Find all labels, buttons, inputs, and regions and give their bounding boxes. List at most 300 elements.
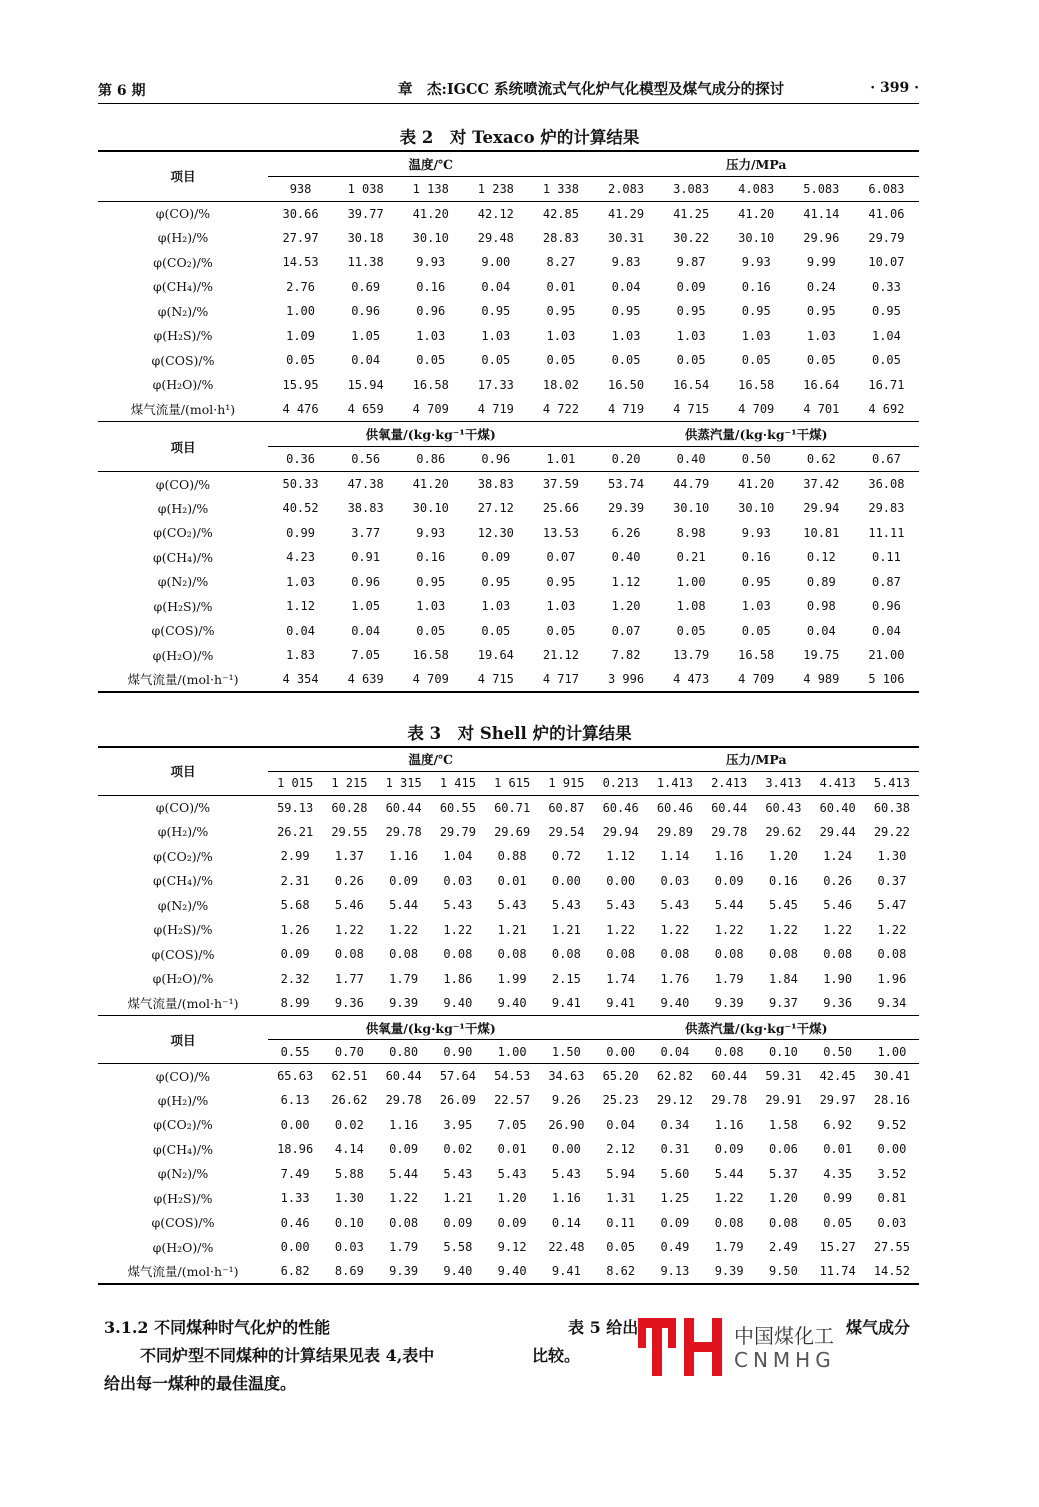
table-cell: 1.12 [611,574,641,589]
row-label: φ(N₂)/% [157,574,209,590]
row-label: φ(CO)/% [155,800,211,815]
table-cell: 1.16 [389,1117,419,1132]
table-cell: 4 709 [412,402,449,416]
row-label: 煤气流量/(mol·h¹) [130,402,236,417]
table-cell: 11.74 [811,1260,865,1285]
row-label: φ(H₂S)/% [153,1190,213,1206]
table-cell: 0.95 [546,574,576,589]
group-header-right: 供蒸汽量/(kg·kg⁻¹干煤) [594,1016,920,1040]
table-cell: 42.85 [542,206,579,221]
table-cell: 0.95 [481,574,511,589]
table-cell: 21.00 [868,648,905,663]
issue-number: 第 6 期 [98,83,146,99]
table-cell: 29.78 [385,824,422,839]
table-cell: 9.40 [485,1260,539,1285]
table-cell: 17.33 [477,377,514,392]
table-cell: 4.14 [334,1142,364,1157]
column-header: 0.50 [724,447,789,472]
table-cell: 9.99 [806,255,836,270]
table-cell: 1.20 [611,599,641,614]
table-cell: 0.07 [546,550,576,565]
table-cell: 9.39 [702,1260,756,1285]
table-cell: 0.16 [416,550,446,565]
table-cell: 0.05 [606,1240,636,1255]
table-cell: 41.29 [607,206,645,221]
table-row [98,348,919,373]
table-cell: 29.39 [607,501,645,516]
table-cell: 7.05 [497,1117,527,1132]
table-cell: 0.02 [443,1142,473,1157]
row-label: φ(CH₄)/% [152,549,214,565]
table-cell: 0.05 [676,623,706,638]
table-cell: 9.93 [416,255,446,270]
column-header: 0.80 [377,1040,431,1064]
paragraph-line-1: 不同炉型不同煤种的计算结果见表 4,表中 [140,1346,435,1365]
table-cell: 1.00 [286,304,315,319]
table-cell: 0.06 [768,1142,798,1157]
table-cell: 0.05 [806,353,836,368]
table-cell: 1.74 [606,971,636,986]
table-cell: 60.40 [819,800,856,815]
cnmhg-logo-icon [638,1318,722,1376]
table-cell: 0.91 [351,550,381,565]
table-cell: 38.83 [347,501,384,516]
table-cell: 11.38 [347,255,384,270]
table-cell: 0.03 [443,873,473,888]
column-header: 1.00 [865,1040,919,1064]
table-cell: 1.05 [351,599,381,614]
row-label: φ(H₂)/% [157,230,209,246]
table-cell: 3.95 [443,1117,473,1132]
table-cell: 5.43 [660,898,690,913]
table-cell: 1.03 [546,328,576,343]
table-cell: 1.30 [334,1191,364,1206]
table-cell: 29.54 [548,824,585,839]
row-label: φ(CO₂)/% [153,1117,213,1133]
table-cell: 26.21 [277,824,314,839]
column-header: 1 338 [528,176,593,201]
table-cell: 0.09 [660,1215,690,1230]
table-cell: 29.69 [494,824,531,839]
table-cell: 0.95 [741,574,771,589]
group-header-right: 压力/MPa [594,747,920,771]
row-label: φ(H₂O)/% [152,647,214,663]
table-cell: 9.39 [377,1260,431,1285]
table-cell: 9.39 [714,996,744,1010]
table-cell: 0.89 [806,574,836,589]
table-cell: 1.79 [389,1240,419,1255]
group-header-left: 供氧量/(kg·kg⁻¹干煤) [268,1016,594,1040]
table-cell: 0.00 [606,873,636,888]
table-cell: 29.89 [656,824,693,839]
table-cell: 1.22 [660,922,690,937]
column-header: 1 415 [431,771,485,795]
table-cell: 1.03 [611,328,641,343]
table-cell: 9.40 [660,996,690,1010]
table-row [98,893,919,918]
table-cell: 1.03 [806,328,836,343]
table-cell: 30.10 [738,501,775,516]
column-header: 0.55 [268,1040,322,1064]
table-cell: 8.98 [676,525,706,540]
table-cell: 0.95 [676,304,706,319]
table-cell: 0.00 [551,1142,581,1157]
table-cell: 0.04 [286,623,315,638]
table-cell: 6.26 [611,525,641,540]
header-rule [98,103,919,104]
table-cell: 0.34 [660,1117,690,1132]
table-cell: 18.96 [277,1142,314,1157]
table-cell: 4.35 [823,1166,853,1181]
table-cell: 60.38 [873,800,910,815]
table-cell: 60.28 [331,800,368,815]
row-label: 煤气流量/(mol·h⁻¹) [98,1260,268,1285]
table-cell: 1.33 [280,1191,310,1206]
row-label: φ(CO₂)/% [153,848,213,864]
table-row [98,521,919,546]
table-row [98,496,919,521]
table-cell: 0.05 [481,623,511,638]
table-cell: 0.88 [497,849,527,864]
table-cell: 6.92 [823,1117,853,1132]
table-cell: 0.95 [741,304,771,319]
table-cell: 1.22 [768,922,798,937]
table-cell: 14.52 [865,1260,919,1285]
table-cell: 5.43 [443,1166,473,1181]
column-header: 938 [268,176,333,201]
table-cell: 38.83 [477,477,514,491]
table-cell: 0.12 [806,550,836,565]
column-header: 0.20 [593,447,658,472]
table-cell: 15.94 [347,377,384,392]
table-cell: 0.08 [443,947,473,962]
watermark-chinese: 中国煤化工 [734,1324,834,1348]
row-label: φ(H₂)/% [157,500,209,516]
table-cell: 0.08 [877,947,907,962]
table-cell: 4 476 [282,402,319,416]
row-label: φ(CH₄)/% [152,873,214,889]
row-header: 项目 [98,747,268,795]
table-cell: 1.21 [551,922,581,937]
table-cell: 41.20 [412,477,449,491]
table-cell: 0.37 [877,873,907,888]
table-cell: 0.09 [497,1215,527,1230]
table-cell: 1.30 [877,849,907,864]
table-cell: 0.21 [676,550,706,565]
table-cell: 1.22 [443,922,473,937]
table-cell: 0.40 [611,550,641,565]
table-row [98,643,919,668]
table-cell: 60.87 [548,800,585,815]
table-cell: 39.77 [347,206,384,221]
table-cell: 29.83 [868,501,905,516]
table-cell: 0.03 [877,1215,907,1230]
group-header-right: 供蒸汽量/(kg·kg⁻¹干煤) [593,422,919,447]
row-label: φ(H₂)/% [157,1092,209,1108]
table-cell: 9.34 [877,996,907,1010]
section-heading: 3.1.2 不同煤种时气化炉的性能 [104,1318,331,1337]
table-cell: 9.87 [676,255,706,270]
table-cell: 16.71 [868,377,905,392]
table-cell: 30.10 [412,501,449,516]
table-cell: 5.43 [497,898,527,913]
table-cell: 1.22 [714,1191,744,1206]
table-cell: 29.78 [385,1093,422,1108]
table-cell: 40.52 [282,501,319,516]
table-cell: 7.05 [351,648,381,663]
table-cell: 5.43 [551,1166,581,1181]
column-header: 0.40 [659,447,724,472]
row-label: φ(N₂)/% [157,303,209,319]
table-row [98,1064,919,1089]
table-cell: 9.13 [648,1260,702,1285]
table-cell: 29.44 [819,824,856,839]
row-label: φ(N₂)/% [157,1166,209,1182]
table-cell: 0.00 [551,873,581,888]
table-cell: 0.26 [823,873,853,888]
table-cell: 0.08 [334,947,364,962]
group-header-left: 温度/℃ [268,151,593,176]
table-cell: 5.94 [606,1166,636,1181]
table-cell: 0.16 [741,550,771,565]
table-cell: 1.21 [443,1191,473,1206]
table-cell: 0.16 [768,873,798,888]
table-cell: 16.64 [803,377,840,392]
table-cell: 9.36 [334,996,364,1010]
column-header: 0.50 [811,1040,865,1064]
row-header: 项目 [98,422,268,472]
table-cell: 1.22 [823,922,853,937]
column-header: 0.62 [789,447,854,472]
table-cell: 0.69 [351,279,381,294]
column-header: 0.10 [756,1040,810,1064]
table-cell: 18.02 [542,377,579,392]
group-header-left: 温度/℃ [268,747,594,771]
table-cell: 1.76 [660,971,690,986]
table-cell: 3.52 [877,1166,907,1181]
table-row [98,545,919,570]
table-cell: 29.91 [765,1093,802,1108]
table-cell: 0.04 [806,623,836,638]
table-cell: 0.09 [389,873,419,888]
table-cell: 9.39 [389,996,419,1010]
table-cell: 0.08 [823,947,853,962]
table-cell: 25.66 [542,501,579,516]
table-row [98,1260,919,1285]
table-cell: 0.01 [497,873,527,888]
table-cell: 1.22 [389,1191,419,1206]
table-cell: 30.22 [673,230,710,245]
table-cell: 4 715 [673,402,710,416]
table-cell: 0.08 [606,947,636,962]
table-cell: 5.43 [497,1166,527,1181]
table-row [98,668,919,693]
table-cell: 25.23 [602,1093,639,1108]
table-cell: 9.36 [823,996,853,1010]
table-cell: 34.63 [548,1069,585,1083]
table-cell: 0.04 [611,279,641,294]
table-cell: 8.69 [322,1260,376,1285]
table-cell: 0.00 [280,1240,310,1255]
table-cell: 27.97 [282,230,319,245]
table-cell: 0.99 [286,525,315,540]
table-cell: 1.83 [286,648,315,663]
row-label: φ(COS)/% [151,623,215,639]
row-label: φ(H₂S)/% [153,328,213,344]
table-cell: 1.96 [877,971,907,986]
paragraph-line-2: 给出每一煤种的最佳温度。 [104,1374,297,1393]
column-header: 4.083 [724,176,789,201]
table-cell: 9.52 [877,1117,907,1132]
table-cell: 5.88 [334,1166,364,1181]
table-row [98,570,919,595]
column-header: 1 915 [539,771,593,795]
table-cell: 3.77 [351,525,381,540]
table-cell: 41.25 [673,206,710,221]
table-cell: 30.18 [347,230,384,245]
table-cell: 0.96 [351,304,381,319]
table-cell: 26.62 [331,1093,368,1108]
table-cell: 10.81 [803,525,840,540]
table-cell: 26.90 [548,1117,585,1132]
row-label: φ(CH₄)/% [152,1141,214,1157]
table-row [98,373,919,398]
table-cell: 0.09 [676,279,706,294]
table-cell: 1.14 [660,849,690,864]
table-cell: 22.48 [548,1240,585,1255]
table-cell: 1.79 [389,971,419,986]
column-header: 3.413 [756,771,810,795]
table-cell: 4 659 [347,402,384,416]
table-cell: 1.12 [286,599,315,614]
column-header: 0.67 [854,447,919,472]
table-cell: 0.04 [351,353,381,368]
row-label: 煤气流量/(mol·h⁻¹) [98,668,268,693]
table-cell: 9.41 [539,1260,593,1285]
table-cell: 1.77 [334,971,364,986]
table-cell: 1.03 [676,328,706,343]
table-cell: 0.08 [714,947,744,962]
table-cell: 37.59 [542,477,579,491]
table-row [98,942,919,967]
column-header: 2.413 [702,771,756,795]
table-cell: 1.86 [443,971,473,986]
table-cell: 0.09 [714,1142,744,1157]
table-row [98,619,919,644]
column-header: 0.04 [648,1040,702,1064]
page-number: · 399 · [870,80,919,96]
table-cell: 4.23 [286,550,315,565]
table-cell: 11.11 [868,525,905,540]
row-label: φ(H₂O)/% [152,971,214,987]
running-header [98,74,919,100]
table-cell: 1.03 [741,328,771,343]
table-cell: 1.79 [714,1240,744,1255]
column-header: 0.00 [594,1040,648,1064]
table-cell: 9.00 [481,255,511,270]
table-cell: 4 719 [477,402,514,416]
column-header: 1.413 [648,771,702,795]
table-cell: 0.96 [871,599,901,614]
table-cell: 60.44 [711,1069,748,1083]
column-header: 1 015 [268,771,322,795]
table-cell: 9.12 [497,1240,527,1255]
column-header: 5.083 [789,176,854,201]
table-cell: 4 709 [724,668,789,693]
table-cell: 16.58 [412,648,449,663]
row-label: φ(CO)/% [155,206,211,221]
table-row [98,250,919,275]
column-header: 0.90 [431,1040,485,1064]
table-cell: 9.40 [443,996,473,1010]
table-cell: 5.47 [877,898,907,913]
table-cell: 1.22 [606,922,636,937]
group-header-right: 压力/MPa [593,151,919,176]
table-cell: 1.03 [546,599,576,614]
table-cell: 36.08 [868,477,905,491]
table-cell: 2.49 [768,1240,798,1255]
table-cell: 27.55 [873,1240,910,1255]
right-column-line-1-end: 煤气成分 [846,1318,911,1337]
table-cell: 0.10 [334,1215,364,1230]
table-row [98,594,919,619]
table-cell: 0.16 [741,279,771,294]
table-cell: 29.62 [765,824,802,839]
table-cell: 29.22 [873,824,910,839]
table-cell: 29.97 [819,1093,856,1108]
group-header-left: 供氧量/(kg·kg⁻¹干煤) [268,422,593,447]
table-cell: 0.05 [676,353,706,368]
table-cell: 0.98 [806,599,836,614]
table-cell: 0.05 [546,623,576,638]
table-cell: 0.95 [546,304,576,319]
table-cell: 1.22 [877,922,907,937]
table-cell: 30.10 [412,230,449,245]
column-header: 0.86 [398,447,463,472]
table-cell: 5.44 [389,1166,419,1181]
column-header: 4.413 [811,771,865,795]
table-cell: 0.04 [351,623,381,638]
table-cell: 1.79 [714,971,744,986]
right-column-line-2: 比较。 [532,1346,581,1365]
table-cell: 0.05 [741,623,771,638]
table-cell: 62.51 [331,1069,368,1083]
table-row [98,201,919,226]
table-row [98,299,919,324]
table-cell: 0.49 [660,1240,690,1255]
table-cell: 0.95 [871,304,901,319]
table-row [98,1113,919,1138]
table-cell: 15.27 [819,1240,856,1255]
table-cell: 44.79 [673,477,710,491]
table-cell: 9.40 [431,1260,485,1285]
table-cell: 59.31 [765,1069,802,1083]
table-cell: 29.12 [656,1093,693,1108]
table-cell: 1.03 [481,328,511,343]
column-header: 1 138 [398,176,463,201]
table-cell: 42.45 [819,1069,856,1083]
table-cell: 9.83 [611,255,641,270]
table-row [98,991,919,1016]
column-header: 0.96 [463,447,528,472]
table-cell: 41.20 [738,206,775,221]
table-cell: 5.68 [280,898,310,913]
table-cell: 60.55 [439,800,476,815]
table-cell: 0.00 [877,1142,907,1157]
row-label: φ(H₂O)/% [152,1239,214,1255]
column-header: 1 038 [333,176,398,201]
row-label: φ(COS)/% [151,1215,215,1231]
